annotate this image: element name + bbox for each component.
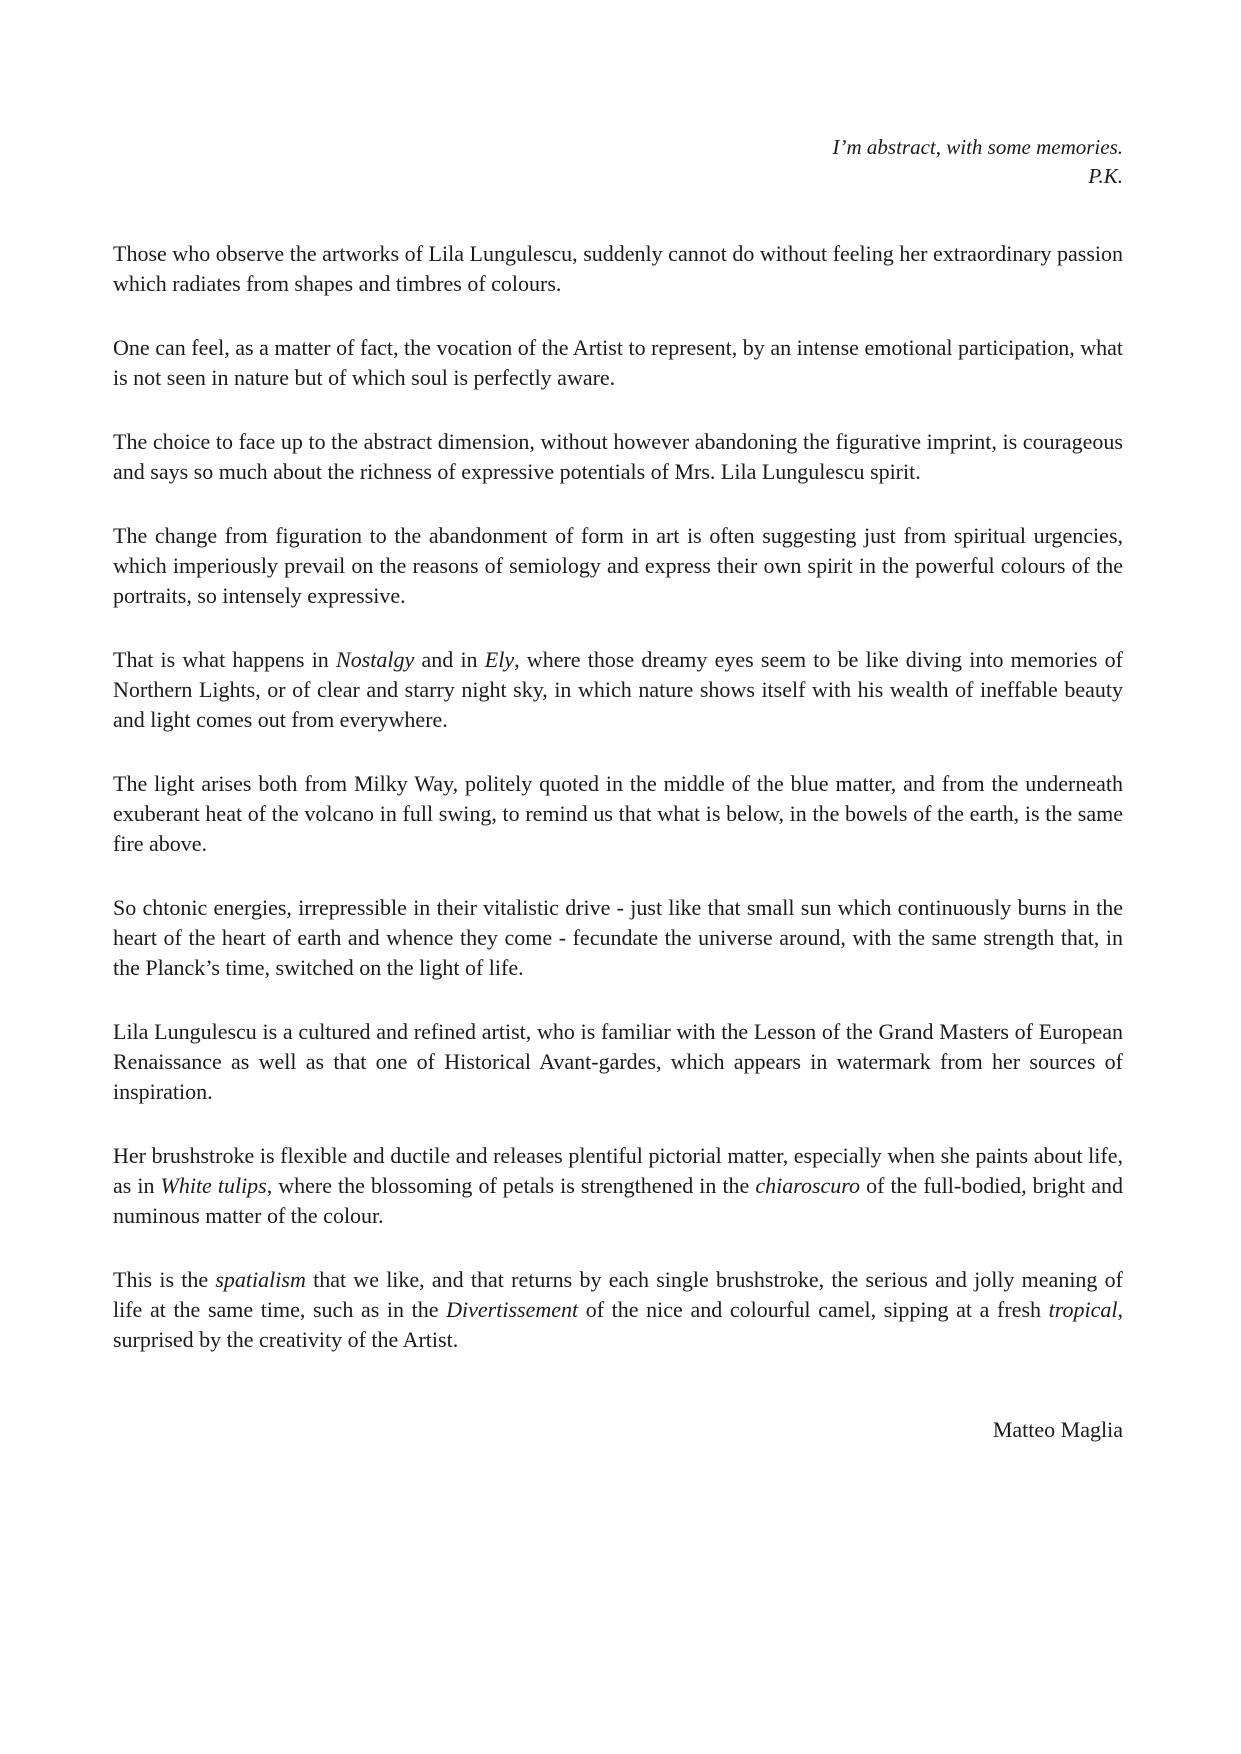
paragraph-text: One can feel, as a matter of fact, the vocation of the Artist to represent, by an intense emotional participation, what is not seen in nature but of which soul is perfectly aware. [113,335,1123,390]
paragraph [113,1017,1123,1107]
italic-term: chiaroscuro [755,1173,861,1198]
paragraph-text: , where the blossoming of petals is strengthened in the [266,1173,756,1198]
paragraph [113,239,1123,299]
paragraph-text: Those who observe the artworks of Lila Lungulescu, suddenly cannot do without feeling her extraordinary passion which radiates from shapes and timbres of colours. [113,241,1123,296]
paragraph-text: , surprised by the creativity of the Artist. [113,1297,1124,1352]
italic-term: Ely [484,647,515,672]
italic-term: Divertissement [446,1297,579,1322]
paragraph [113,427,1123,487]
paragraph-text: , where those dreamy eyes seem to be like diving into memories of Northern Lights, or of clear and starry night sky, in which nature shows itself with his wealth of ineffable beauty and light comes out from everywhere. [113,647,1123,732]
paragraph-text: The change from figuration to the abandonment of form in art is often suggesting just from spiritual urgencies, which imperiously prevail on the reasons of semiology and express their own spirit in the powerful colours of the portraits, so intensely expressive. [113,523,1123,608]
paragraph-text: of the nice and colourful camel, sipping at a fresh [578,1297,1049,1322]
paragraph-text: The choice to face up to the abstract dimension, without however abandoning the figurative imprint, is courageous and says so much about the richness of expressive potentials of Mrs. Lila Lungulescu spirit. [113,429,1123,484]
epigraph-attribution: P.K. [1088,164,1123,188]
paragraph-text: The light arises both from Milky Way, politely quoted in the middle of the blue matter, and from the underneath exuberant heat of the volcano in full swing, to remind us that what is below, in the bowels of the earth, is the same fire above. [113,771,1123,856]
paragraph-text: and in [414,647,485,672]
paragraphs-container [113,239,1123,1355]
paragraph [113,521,1123,611]
paragraph-text: That is what happens in [113,647,337,672]
paragraph-text: So chtonic energies, irrepressible in their vitalistic drive - just like that small sun which continuously burns in the heart of the heart of earth and whence they come - fecundate the universe around, with the same strength that, in the Planck’s time, switched on the light of life. [113,895,1123,980]
paragraph-text: This is the [113,1267,216,1292]
epigraph [113,133,1123,191]
paragraph-text: of the full-bodied, bright and numinous matter of the colour. [113,1173,1123,1228]
paragraph [113,1265,1123,1355]
italic-term: spatialism [215,1267,306,1292]
paragraph [113,1141,1123,1231]
paragraph [113,645,1123,735]
italic-term: White tulips [160,1173,267,1198]
italic-term: tropical [1048,1297,1118,1322]
epigraph-quote: I’m abstract, with some memories. [832,135,1123,159]
italic-term: Nostalgy [336,647,415,672]
paragraph [113,893,1123,983]
paragraph [113,333,1123,393]
paragraph-text: Lila Lungulescu is a cultured and refined artist, who is familiar with the Lesson of the Grand Masters of European Renaissance as well as that one of Historical Avant-gardes, which appears in watermark from her sources of inspiration. [113,1019,1123,1104]
paragraph-text: Her brushstroke is flexible and ductile and releases plentiful pictorial matter, especially when she paints about life, as in [113,1143,1123,1198]
paragraph-text: that we like, and that returns by each single brushstroke, the serious and jolly meaning of life at the same time, such as in the [113,1267,1123,1322]
signature: Matteo Maglia [992,1417,1123,1442]
paragraph [113,769,1123,859]
